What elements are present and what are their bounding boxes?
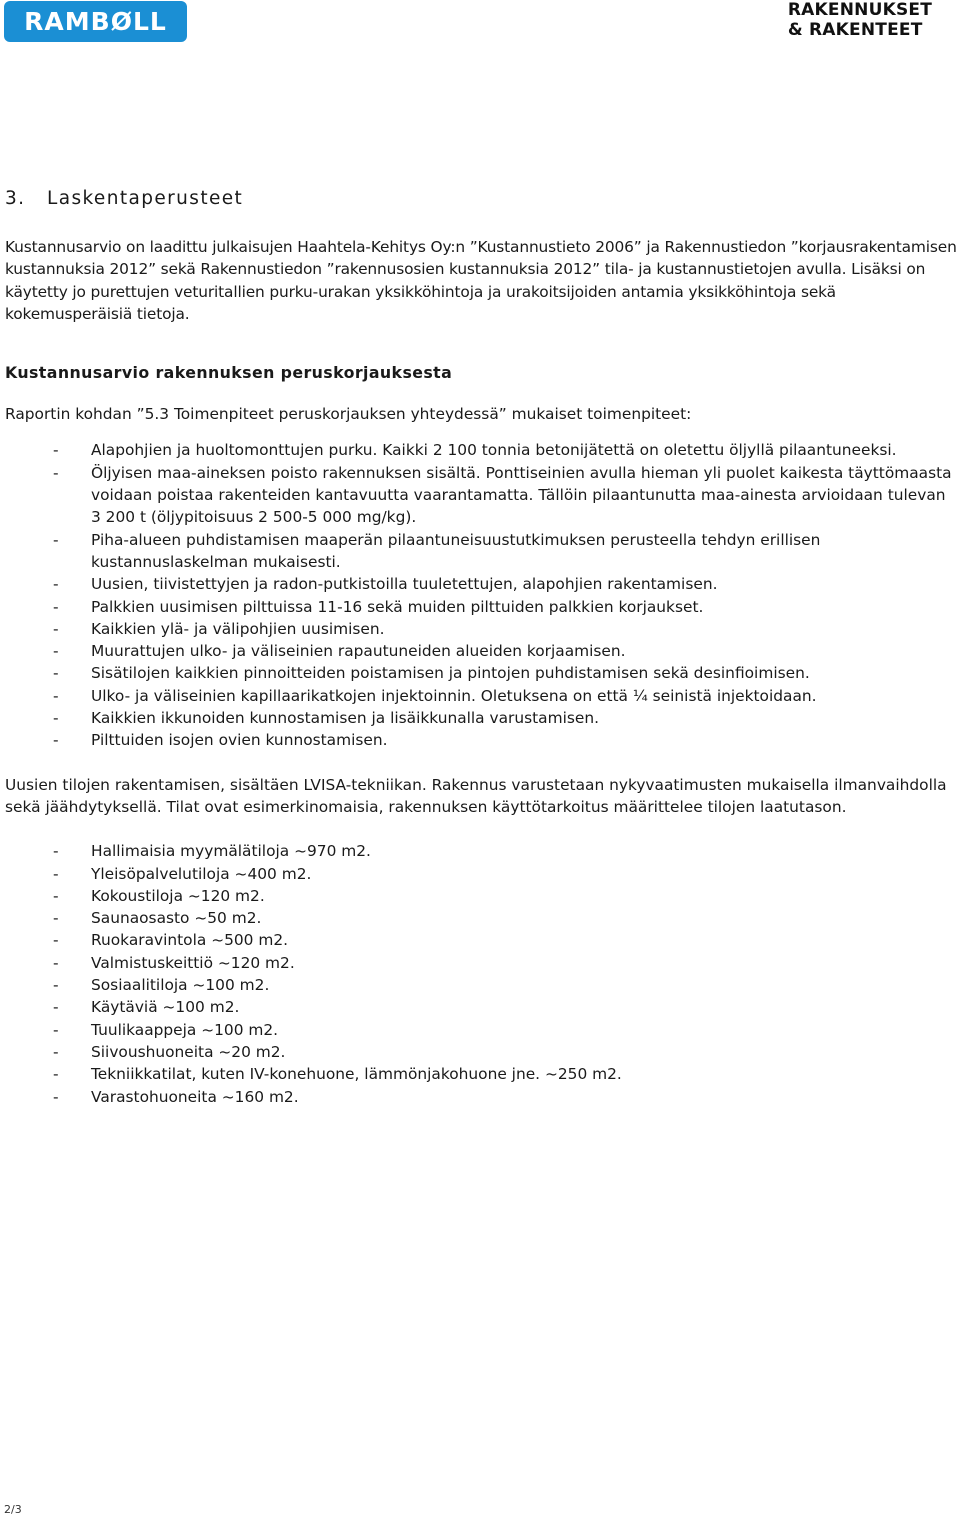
spaces-list (5, 840, 957, 1108)
logo-right-line2: & RAKENTEET (787, 20, 923, 40)
list-item: - Palkkien uusimisen pilttuissa 11-16 sekä muiden pilttuiden palkkien korjaukset. (5, 596, 957, 618)
list-item: - Öljyisen maa-aineksen poisto rakennuksen sisältä. Ponttiseinien avulla hieman yli puolet kaikesta täyttömaasta voidaan poistaa rakenteiden kantavuutta vaarantamatta. Tällöin pilaantunutta maa-ainesta arvioidaan tulevan 3 200 t (öljypitoisuus 2 500-5 000 mg/kg). (5, 462, 957, 529)
list-item: - Siivoushuoneita ~20 m2. (5, 1041, 957, 1063)
list-item: - Ulko- ja väliseinien kapillaarikatkojen injektoinnin. Oletuksena on että ¼ seinistä injektoidaan. (5, 685, 957, 707)
list-item: - Valmistuskeittiö ~120 m2. (5, 952, 957, 974)
ramboll-logo: RAMBØLL (4, 1, 187, 42)
new-spaces-paragraph: Uusien tilojen rakentamisen, sisältäen LVISA-tekniikan. Rakennus varustetaan nykyvaatimusten mukaisella ilmanvaihdolla sekä jäähdytyksellä. Tilat ovat esimerkinomaisia, rakennuksen käyttötarkoitus määrittelee tilojen laatutason. (5, 775, 947, 816)
list-item: - Yleisöpalvelutiloja ~400 m2. (5, 863, 957, 885)
list-item: - Varastohuoneita ~160 m2. (5, 1086, 957, 1108)
list-item: - Kaikkien ikkunoiden kunnostamisen ja lisäikkunalla varustamisen. (5, 707, 957, 729)
document-body (5, 184, 957, 1108)
section-intro-paragraph: Kustannusarvio on laadittu julkaisujen Haahtela-Kehitys Oy:n ”Kustannustieto 2006” ja Rakennustiedon ”korjausrakentamisen kustannuksia 2012” sekä Rakennustiedon ”rakennusosien kustannuksia 2012” tila- ja kustannustietojen avulla. Lisäksi on käytetty jo purettujen veturitallien purku-urakan yksikköhintoja ja urakoitsijoiden antamia yksikköhintoja sekä kokemusperäisiä tietoja. (5, 238, 957, 323)
list-item: - Muurattujen ulko- ja väliseinien rapautuneiden alueiden korjaamisen. (5, 640, 957, 662)
list-item: - Käytäviä ~100 m2. (5, 996, 957, 1018)
page-number: 2/3 (4, 1503, 22, 1516)
list-item: - Hallimaisia myymälätiloja ~970 m2. (5, 840, 957, 862)
list-item: - Kaikkien ylä- ja välipohjien uusimisen. (5, 618, 957, 640)
list-item: - Ruokaravintola ~500 m2. (5, 929, 957, 951)
section-heading (5, 184, 957, 214)
subsection-heading: Kustannusarvio rakennuksen peruskorjauksesta (5, 363, 453, 383)
list-item: - Sosiaalitiloja ~100 m2. (5, 974, 957, 996)
list-item: - Sisätilojen kaikkien pinnoitteiden poistamisen ja pintojen puhdistamisen sekä desinfioimisen. (5, 662, 957, 684)
list-item: - Tekniikkatilat, kuten IV-konehuone, lämmönjakohuone jne. ~250 m2. (5, 1063, 957, 1085)
logo-right-line1: RAKENNUKSET (787, 0, 932, 20)
list-item: - Saunaosasto ~50 m2. (5, 907, 957, 929)
section-number: 3. (5, 188, 26, 209)
list-item: - Piha-alueen puhdistamisen maaperän pilaantuneisuustutkimuksen perusteella tehdyn erillisen kustannuslaskelman mukaisesti. (5, 529, 957, 574)
list-item: - Tuulikaappeja ~100 m2. (5, 1019, 957, 1041)
measures-list (5, 439, 957, 751)
report-reference-paragraph: Raportin kohdan ”5.3 Toimenpiteet peruskorjauksen yhteydessä” mukaiset toimenpiteet: (5, 405, 692, 424)
list-item: - Alapohjien ja huoltomonttujen purku. Kaikki 2 100 tonnia betonijätettä on oletettu öljyllä pilaantuneeksi. (5, 439, 957, 461)
rakennukset-rakenteet-logo (788, 0, 932, 40)
list-item: - Pilttuiden isojen ovien kunnostamisen. (5, 729, 957, 751)
section-title: Laskentaperusteet (47, 188, 244, 209)
list-item: - Uusien, tiivistettyjen ja radon-putkistoilla tuuletettujen, alapohjien rakentamisen. (5, 573, 957, 595)
list-item: - Kokoustiloja ~120 m2. (5, 885, 957, 907)
